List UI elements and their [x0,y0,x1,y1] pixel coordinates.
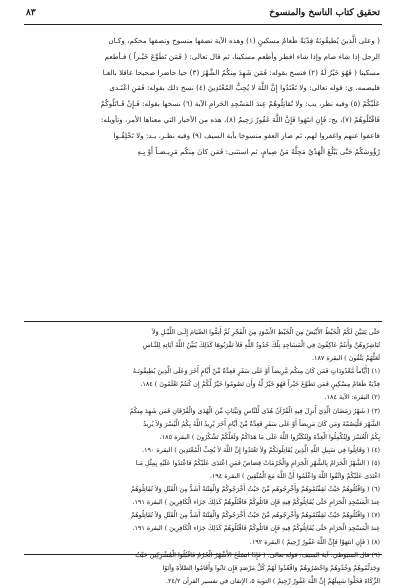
footnote-line: فِدْيَةٌ طَعَامُ مِسْكِينٍ فَمَن تَطَوَّعَ خَيْراً فَهُوَ خَيْرٌ لَّهُ وَأَن تَصُومُوا خَيْرٌ لَّكُمْ إِن كُنتُمْ تَعْلَمُونَ ) ١٨٤. [140,380,380,389]
body-line: رُؤُوسَكُمْ حَتَّى يَبْلُغَ الْهَدْيُ مَحِلَّهُ مَنْ صِيامٍ، ثم استثنى: فَمَن كانَ مِنكُم مَرِيـضـاً أَوْ بِـهِ [137,146,380,156]
footnote-line: (٩) قال السيوطي: آية السيف، قوله تعالى: ( فَإِذَا انسَلَخَ الأَشْهُرُ الْحُرُمُ فَاقْتُلُوا الْمُشْرِكِينَ حَيْثُ [135,550,380,559]
footnote-line: الشَّهْرَ فَلْيَصُمْهُ وَمَن كَانَ مَرِيضاً أَوْ عَلَى سَفَرٍ فَعِدَّةٌ مِّنْ أَيَّامٍ أُخَرَ يُرِيدُ اللَّهُ بِكُمُ الْيُسْرَ وَلاَ يُرِيدُ [143,419,380,428]
footnote-line: (٥) ( الشَّهْرُ الْحَرَامُ بِالشَّهْرِ الْحَرَامِ وَالْحُرُمَاتُ قِصَاصٌ فَمَنِ اعْتَدَى عَلَيْكُمْ فَاعْتَدُوا عَلَيْهِ بِمِثْلِ مَـا [135,458,380,467]
footnote-line: تُبَاشِرُوهُنَّ وَأَنتُمْ عَاكِفُونَ فِي الْمَسَاجِدِ تِلْكَ حُدُودُ اللَّهِ فَلاَ تَقْرَبُوهَا كَذَلِكَ يُبَيِّنُ اللَّهُ آيَاتِهِ لِلنَّـاسِ [142,341,380,350]
body-line: فَاقْتُلُوهُمْ (٧)، يج: فَإِنِ انتَهَوا فَإِنَّ اللَّهَ غَفُورٌ رَحِيمٌ (٨)، هذه من الأخبار التي معناها الأمر، وتأويله: [100,114,380,124]
footnote-line: لَعَلَّهُمْ يَتَّقُونَ ) البقرة ١٨٧. [311,354,380,363]
page-header [26,8,380,22]
body-line: فليصمه، ي: قوله تعالى: ولا تَعْتَدُوا إِنَّ اللَّهَ لا يُحِبُّ المُعْتَدِينَ (٤) نسخ ذلك بقوله: فَمَنِ اعْتَـدى [109,83,380,93]
footnote-line: (٤) ( وَقَاتِلُوا فِي سَبِيلِ اللَّهِ الَّذِينَ يُقَاتِلُونَكُمْ وَلاَ تَعْتَدُوا إِنَّ اللَّهَ لاَ يُحِبِّ الْمُعْتَدِينَ ) البقرة ١٩٠. [142,445,380,454]
footnote-line: وَجَدتُّمُوهُمْ وَخُذُوهُمْ وَاحْصُرُوهُمْ وَاقْعُدُوا لَهُمْ كُلَّ مَرْصَدٍ فَإِن تَابُوا وَأَقَامُوا الصَّلاَةَ وَآتَوُا [162,563,380,572]
main-text [26,33,380,159]
footnotes [26,326,380,588]
body-line: مسكينا ( فَهُوَ خَيْرٌ لَهُ (٢) فنسخ بقوله: فَمَن شَهِدَ مِنكُمُ الشَّهْرَ (٣) حيا حاضرا صحيحا عاقلا بالغـا [102,67,380,77]
footnote-line: بِكُمُ الْعُسْرَ وَلِتُكْمِلُوا الْعِدَّةَ وَلِتُكَبِّرُوا اللَّهَ عَلَى مَا هَدَاكُمْ وَلَعَلَّكُمْ تَشْكُرُونَ ) البقرة ١٨٥. [159,432,380,441]
footnote-line: (٣) ( شَهْرُ رَمَضَانَ الَّذِيَ أُنزِلَ فِيهِ الْقُرْآنُ هُدًى لِّلنَّاسِ وَبَيِّنَاتٍ مِّنَ الْهُدَى وَالْفُرْقَانِ فَمَن شَهِدَ مِنكُمُ [129,406,380,415]
footnote-separator [24,321,382,322]
footnote-line: عِندَ الْمَسْجِدِ الْحَرَامِ حَتَّى يُقَاتِلُوكُمْ فِيهِ فَإِن قَاتَلُوكُمْ فَاقْتُلُوهُمْ كَذَلِكَ جَزَاء الْكَافِرِينَ ) البقرة ١٩١. [132,524,380,533]
footnote-line: اعْتَدَى عَلَيْكُمْ وَاتَّقُوا اللَّهَ وَاعْلَمُوا أَنَّ اللَّهَ مَعَ الْمُتَّقِينَ ) البقرة ١٩٤. [209,472,380,481]
footnote-line: (٢) البقرة: الآية ١٨٤. [324,393,380,402]
footnote-line: (٦) ( وَاقْتُلُوهُمْ حَيْثُ ثَقِفْتُمُوهُمْ وَأَخْرِجُوهُم مِّنْ حَيْثُ أَخْرَجُوكُمْ وَالْفِتْنَةُ أَشَدُّ مِنَ الْقَتْلِ وَلاَ تُقَاتِلُوهُمْ [131,485,380,494]
footnote-line: (٧) ( وَاقْتُلُوهُمْ حَيْثُ ثَقِفْتُمُوهُمْ وَأَخْرِجُوهُم مِّنْ حَيْثُ أَخْرَجُوكُمْ وَالْفِتْنَةُ أَشَدُّ مِنَ الْقَتْلِ وَلاَ تُقَاتِلُوهُمْ [131,511,380,520]
body-line: فاعفوا عنهم واغفروا لهم، ثم صار العفو منسوخا بآية السيف (٩) وفيه نظـر، يـد: ولا تَحْلِقُـوا [113,130,380,140]
page-number: ٨٣ [26,8,36,18]
footnote-line: حَتَّى يَتَبَيَّنَ لَكُمُ الْخَيْطُ الأَبْيَضُ مِنَ الْخَيْطِ الأَسْوَدِ مِنَ الْفَجْرِ ثُمَّ أَتِمُّوا الصِّيَامَ إِلَـى اللَّيْـلِ وَلاَ [151,328,380,336]
footnote-line: عِندَ الْمَسْجِدِ الْحَرَامِ حَتَّى يُقَاتِلُوكُمْ فِيهِ فَإِن قَاتَلُوكُمْ فَاقْتُلُوهُمْ كَذَلِكَ جَزَاء الْكَافِرِينَ ) البقرة ١٩١. [132,498,380,507]
header-rule [24,24,382,25]
running-title: تحقيق كتاب الناسخ والمنسوخ [269,8,380,18]
footnote-line: الزَّكَاةَ فَخَلُّوا سَبِيلَهُمْ إِنَّ اللَّهَ غَفُورٌ رَّحِيمٌ ) التوبة ٥، الإتقان في تفسير القرآن ٢٤/٢. [165,576,380,585]
footnote-line: (١) [أَيَّاماً مَّعْدُودَاتٍ فَمَن كَانَ مِنكُم مَّرِيضاً أَوْ عَلَى سَفَرٍ فَعِدَّةٌ مِّنْ أَيَّامٍ أُخَرَ وَعَلَى الَّذِينَ يُطِيقُونَـهُ [132,367,380,376]
body-line: عَلَيْكُمْ (٥) وفيه نظر، يب: ولا تُقاتِلُوهُمْ عِندَ المَسْجِدِ الحَرامِ الآية (٦) نسخها بقوله: فَـإِنْ قَـاتَلُوكُمْ [100,99,380,109]
body-line: الرجل إذا شاء صام وإذا شاء افطر وأطعم مسكينا، ثم قال تعالى: ( فَمَن تَطَوَّعَ خَيْـراً ) فـأطعم [104,51,380,61]
body-line: ( وعلى الَّذينَ يُطيقُونَهُ فِدْيَةٌ طَعامُ مسكينٍ (١) وهذه الآية نصفها منسوخ ونصفها محكم، وكـان [108,36,380,45]
footnote-line: (٨) ( فَإِنِ انتَهَوْا فَإِنَّ اللَّهَ غَفُورٌ رَّحِيمٌ ) البقرة ١٩٢. [249,537,380,546]
footer-rule [24,554,382,555]
